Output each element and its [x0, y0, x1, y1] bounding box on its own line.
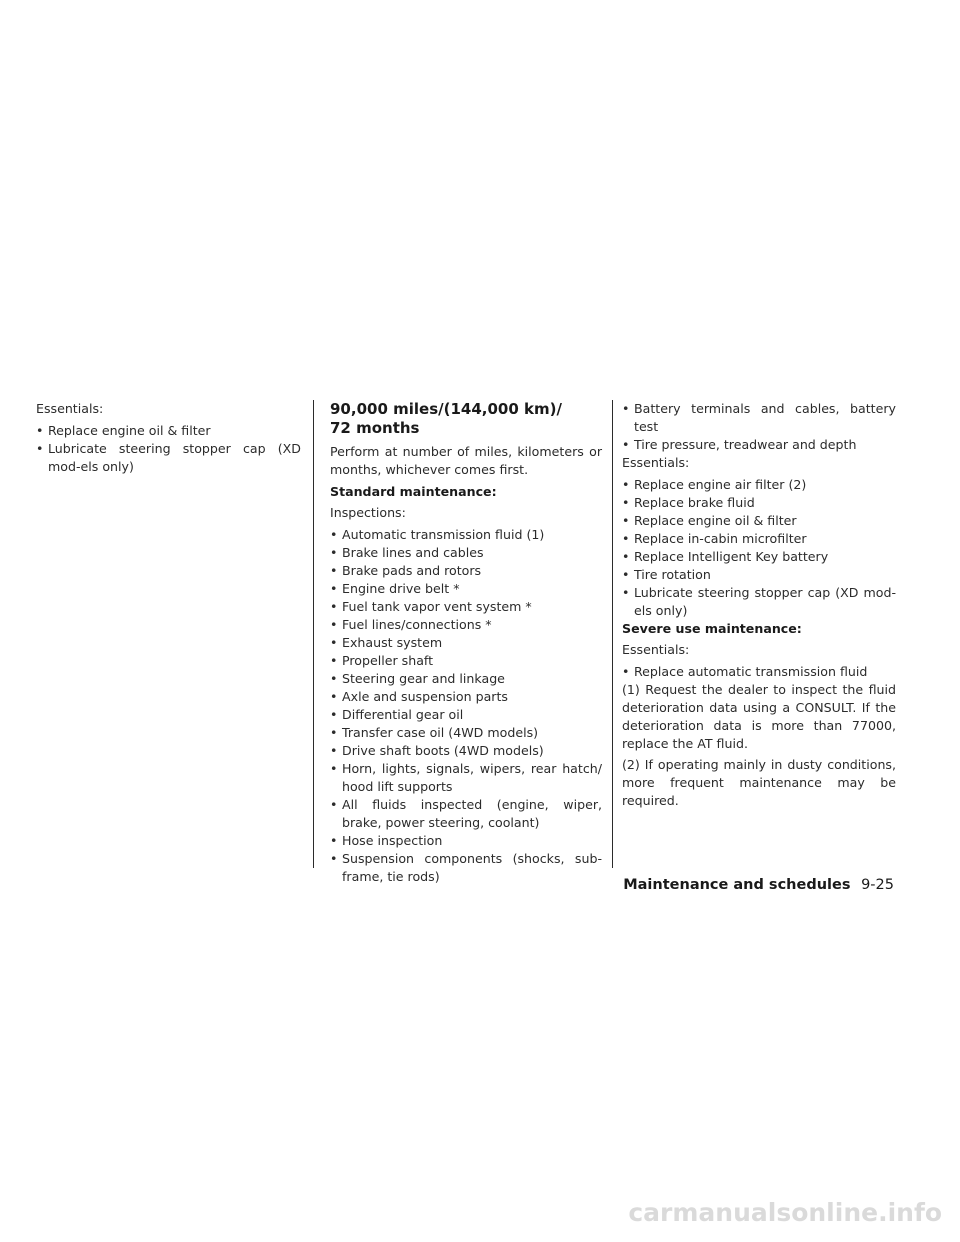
- essentials-label: Essentials:: [36, 401, 104, 416]
- inspections-label: Inspections:: [330, 505, 406, 520]
- list-item: • Exhaust system: [330, 634, 602, 652]
- column-divider: [612, 400, 613, 868]
- intro-text: Perform at number of miles, kilometers or months, whichever comes first.: [330, 444, 602, 477]
- list-item: • Drive shaft boots (4WD models): [330, 742, 602, 760]
- list-item: • Steering gear and linkage: [330, 670, 602, 688]
- list-item: • Replace Intelligent Key battery: [622, 548, 896, 566]
- standard-maintenance-label: Standard maintenance:: [330, 483, 497, 499]
- list-item: • Replace automatic transmission fluid: [622, 663, 896, 681]
- footnote-2: (2) If operating mainly in dusty conditions, more frequent maintenance may be required.: [622, 757, 896, 808]
- section-title: Maintenance and schedules: [623, 877, 851, 893]
- inspections-list: [330, 526, 602, 886]
- list-item: • Replace engine oil & filter: [622, 512, 896, 530]
- list-item: • Brake lines and cables: [330, 544, 602, 562]
- list-item: • Transfer case oil (4WD models): [330, 724, 602, 742]
- list-item: • Engine drive belt *: [330, 580, 602, 598]
- list-item: • Hose inspection: [330, 832, 602, 850]
- list-item: • Axle and suspension parts: [330, 688, 602, 706]
- essentials-label: Essentials:: [622, 455, 690, 470]
- list-item: • Differential gear oil: [330, 706, 602, 724]
- list-item: • Replace in-cabin microfilter: [622, 530, 896, 548]
- footnote-1: (1) Request the dealer to inspect the fluid deterioration data using a CONSULT. If the deterioration data is more than 77000, replace the AT fluid.: [622, 681, 896, 751]
- section-heading: [330, 400, 602, 438]
- list-item: • Lubricate steering stopper cap (XD mod-els only): [622, 584, 896, 620]
- severe-maintenance-label: Severe use maintenance:: [622, 620, 802, 636]
- list-item: • Fuel lines/connections *: [330, 616, 602, 634]
- column-left: [36, 400, 301, 476]
- heading-line: 90,000 miles/(144,000 km)/: [330, 400, 562, 418]
- page-footer: [623, 877, 894, 893]
- list-item: • Fuel tank vapor vent system *: [330, 598, 602, 616]
- list-item: • Brake pads and rotors: [330, 562, 602, 580]
- list-item: • All fluids inspected (engine, wiper, brake, power steering, coolant): [330, 796, 602, 832]
- list-item: • Battery terminals and cables, battery test: [622, 400, 896, 436]
- column-right: [622, 400, 896, 814]
- severe-essentials-list: [622, 663, 896, 681]
- list-item: • Suspension components (shocks, sub-frame, tie rods): [330, 850, 602, 886]
- list-item: • Propeller shaft: [330, 652, 602, 670]
- list-item: • Replace engine oil & filter: [36, 422, 301, 440]
- column-divider: [313, 400, 314, 868]
- column-middle: [330, 400, 602, 886]
- heading-line: 72 months: [330, 419, 420, 437]
- essentials-label: Essentials:: [622, 642, 690, 657]
- list-item: • Automatic transmission fluid (1): [330, 526, 602, 544]
- inspections-list-continued: [622, 400, 896, 454]
- list-item: • Lubricate steering stopper cap (XD mod-els only): [36, 440, 301, 476]
- watermark: carmanualsonline.info: [628, 1198, 942, 1227]
- list-item: • Replace engine air filter (2): [622, 476, 896, 494]
- essentials-list: [622, 476, 896, 620]
- list-item: • Tire pressure, treadwear and depth: [622, 436, 896, 454]
- list-item: • Tire rotation: [622, 566, 896, 584]
- page-number: 9-25: [861, 877, 894, 893]
- list-item: • Replace brake fluid: [622, 494, 896, 512]
- essentials-list: [36, 422, 301, 476]
- list-item: • Horn, lights, signals, wipers, rear hatch/ hood lift supports: [330, 760, 602, 796]
